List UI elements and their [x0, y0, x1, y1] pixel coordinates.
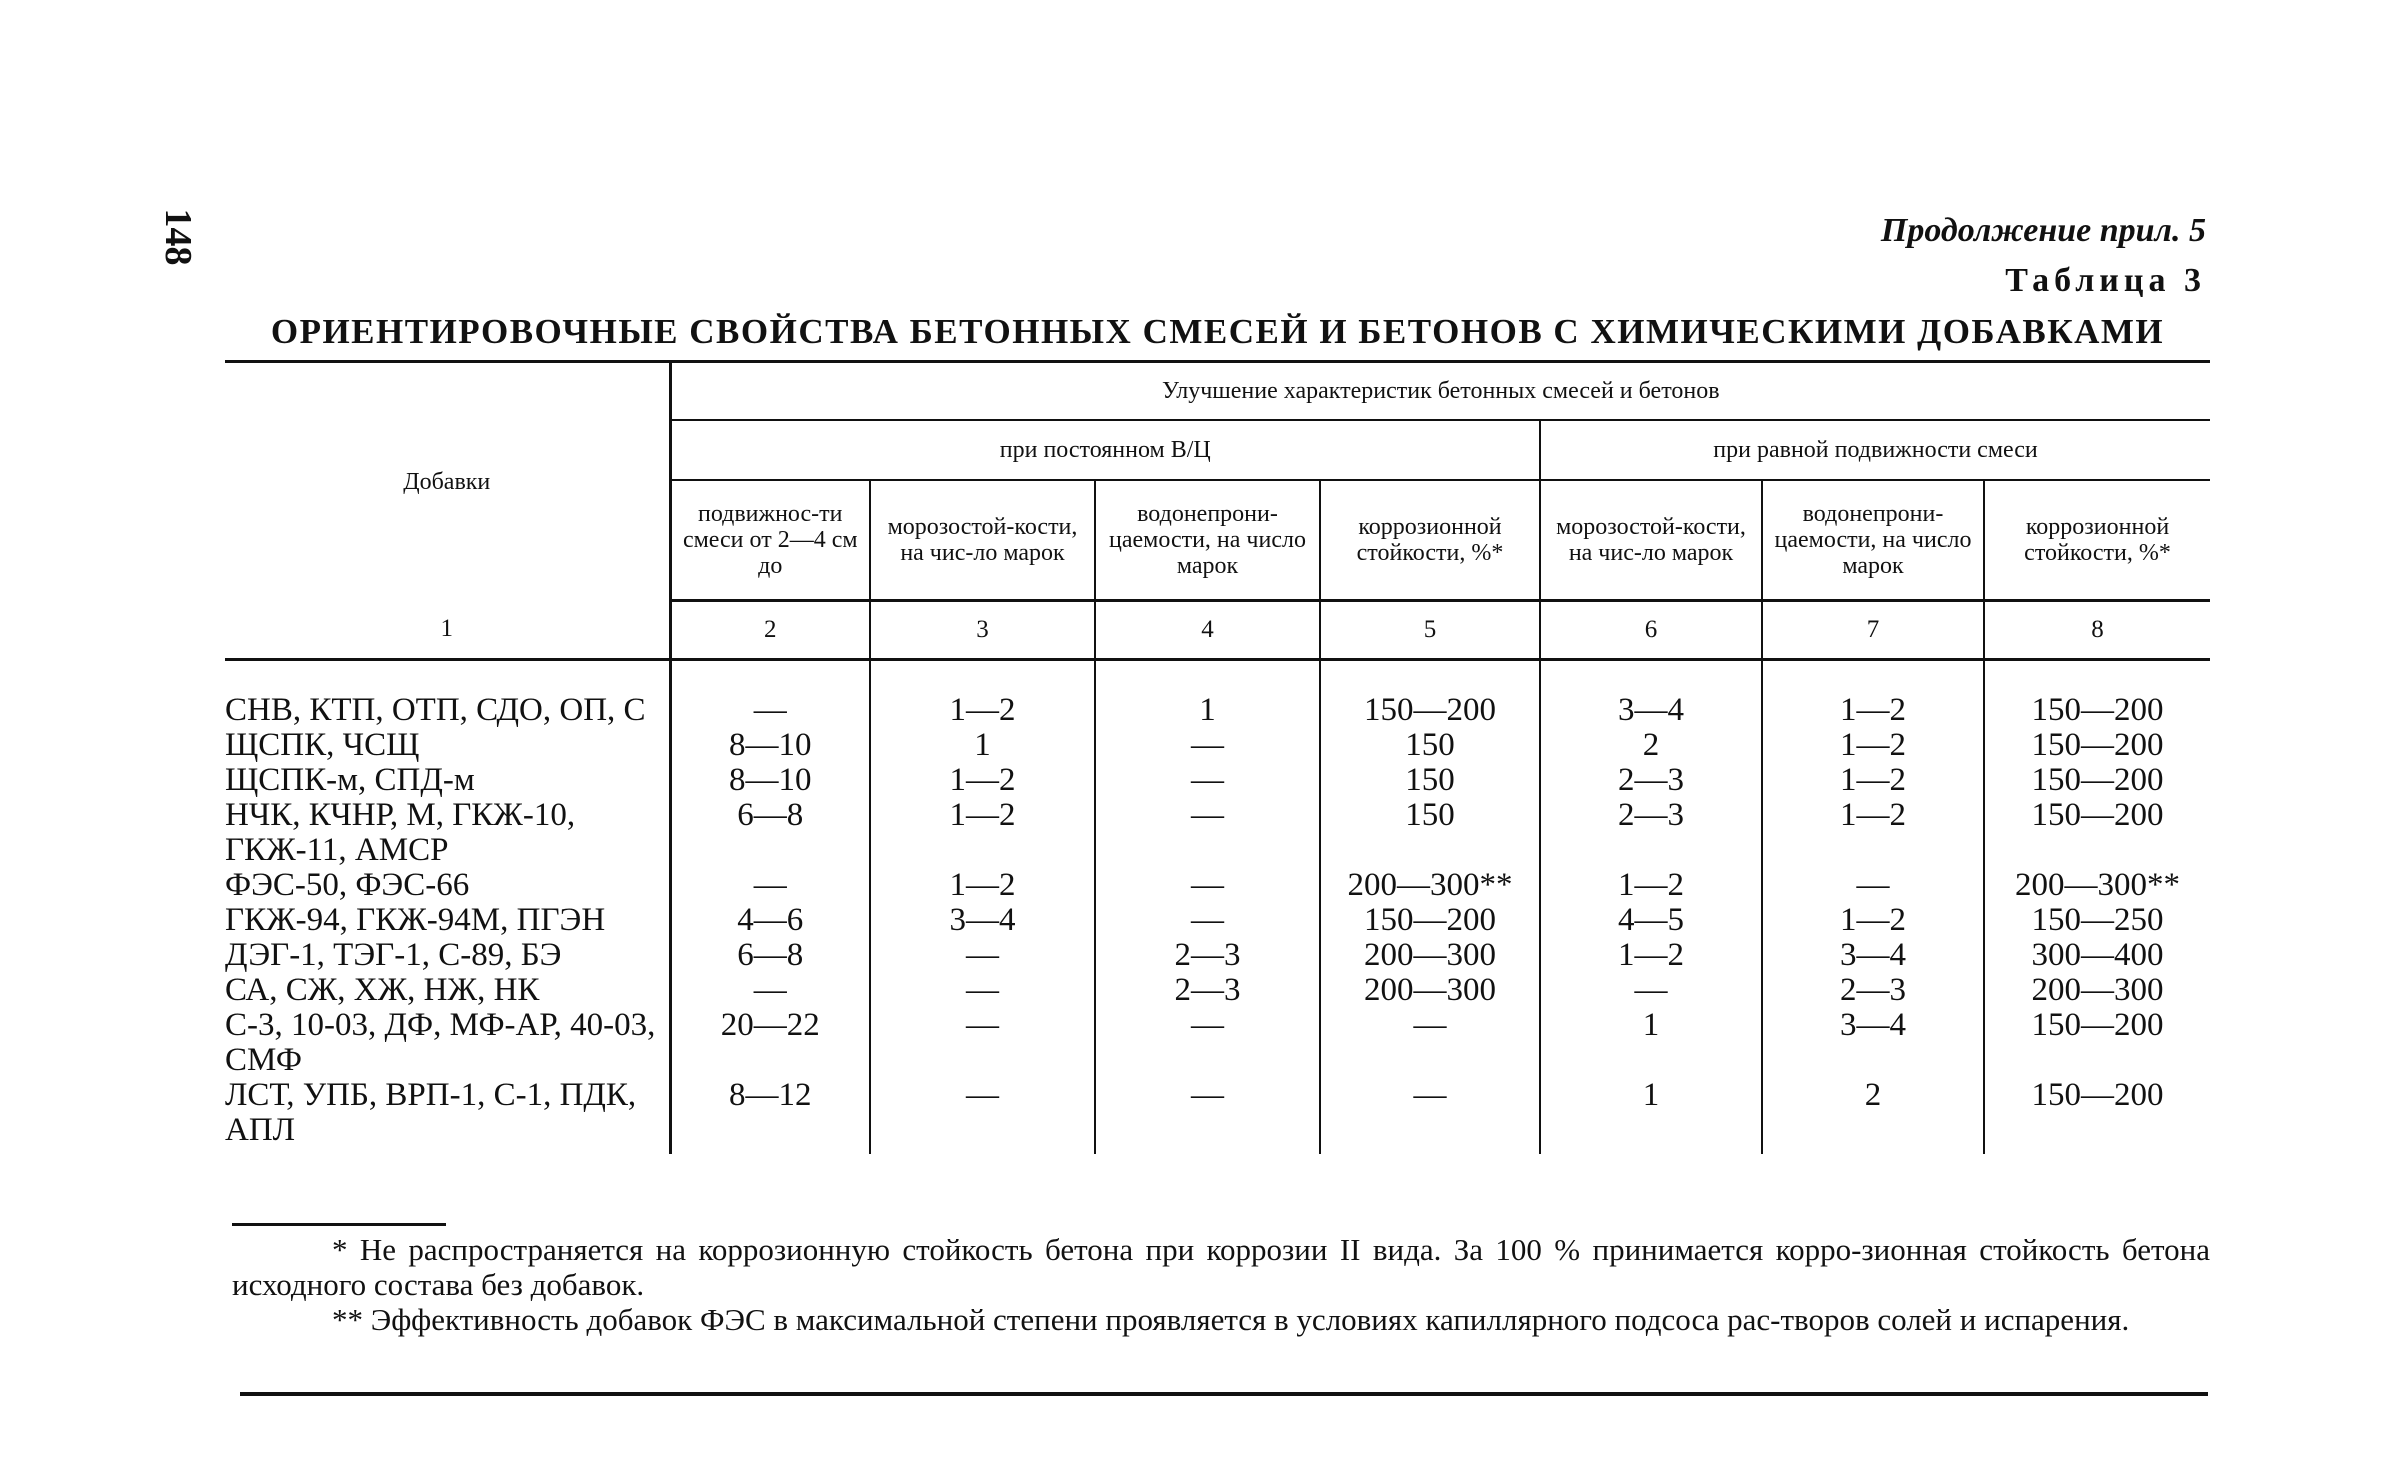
table-row	[225, 660, 2210, 729]
row-value-col-8: 150—200	[1984, 728, 2210, 763]
row-value-col-5: 200—300	[1320, 973, 1540, 1008]
header-col-5: коррозионной стойкости, %*	[1320, 480, 1540, 601]
footnotes	[232, 1232, 2210, 1337]
table-row	[225, 903, 2210, 938]
bottom-rule	[240, 1392, 2208, 1396]
table-row	[225, 868, 2210, 903]
row-value-col-2: 8—10	[670, 763, 870, 798]
row-value-col-7: 2—3	[1762, 973, 1984, 1008]
row-value-col-4: 1	[1095, 660, 1320, 729]
row-value-col-2: 8—10	[670, 728, 870, 763]
row-value-col-5: 150	[1320, 798, 1540, 868]
row-value-col-7: 2	[1762, 1078, 1984, 1154]
properties-table	[225, 360, 2210, 1154]
row-additives: ЛСТ, УПБ, ВРП-1, С-1, ПДК, АПЛ	[225, 1077, 637, 1148]
footnote-2: ** Эффективность добавок ФЭС в максимальной степени проявляется в условиях капиллярного подсоса рас-творов солей и испарения.	[332, 1302, 2130, 1337]
row-value-col-3: 1	[870, 728, 1095, 763]
row-additives: НЧК, КЧНР, М, ГКЖ-10, ГКЖ-11, АМСР	[225, 797, 576, 868]
row-value-col-2: —	[670, 973, 870, 1008]
col-number-4: 4	[1095, 601, 1320, 660]
continuation-label: Продолжение прил. 5	[1880, 212, 2206, 249]
header-additives: Добавки	[225, 362, 670, 601]
row-value-col-8: 150—200	[1984, 660, 2210, 729]
row-value-col-6: 1—2	[1540, 868, 1762, 903]
row-value-col-3: 1—2	[870, 868, 1095, 903]
row-additives: ДЭГ-1, ТЭГ-1, С-89, БЭ	[225, 937, 562, 973]
row-value-col-4: —	[1095, 903, 1320, 938]
row-value-col-5: 150	[1320, 728, 1540, 763]
header-col-3: морозостой-кости, на чис-ло марок	[870, 480, 1095, 601]
row-value-col-2: 6—8	[670, 798, 870, 868]
row-value-col-7: 1—2	[1762, 763, 1984, 798]
row-value-col-3: —	[870, 1078, 1095, 1154]
row-value-col-4: —	[1095, 798, 1320, 868]
row-value-col-5: —	[1320, 1008, 1540, 1078]
row-value-col-5: 200—300**	[1320, 868, 1540, 903]
row-value-col-5: 150—200	[1320, 903, 1540, 938]
row-value-col-3: 1—2	[870, 763, 1095, 798]
row-value-col-4: —	[1095, 763, 1320, 798]
row-value-col-2: 6—8	[670, 938, 870, 973]
row-value-col-2: —	[670, 868, 870, 903]
row-value-col-7: 3—4	[1762, 938, 1984, 973]
row-value-col-8: 200—300**	[1984, 868, 2210, 903]
row-value-col-5: 200—300	[1320, 938, 1540, 973]
row-value-col-8: 150—200	[1984, 763, 2210, 798]
row-value-col-3: —	[870, 973, 1095, 1008]
row-value-col-6: 2—3	[1540, 763, 1762, 798]
row-value-col-6: 1	[1540, 1078, 1762, 1154]
row-value-col-7: 1—2	[1762, 660, 1984, 729]
row-value-col-3: —	[870, 1008, 1095, 1078]
row-value-col-2: 20—22	[670, 1008, 870, 1078]
row-value-col-8: 200—300	[1984, 973, 2210, 1008]
table-label: Таблица 3	[2005, 262, 2206, 299]
col-number-5: 5	[1320, 601, 1540, 660]
table-row	[225, 938, 2210, 973]
col-number-2: 2	[670, 601, 870, 660]
header-group-constant-wc: при постоянном В/Ц	[670, 420, 1540, 480]
table-row	[225, 798, 2210, 868]
header-col-8: коррозионной стойкости, %*	[1984, 480, 2210, 601]
header-improvement: Улучшение характеристик бетонных смесей и бетонов	[670, 362, 2210, 421]
row-value-col-3: —	[870, 938, 1095, 973]
row-additives: СНВ, КТП, ОТП, СДО, ОП, С	[225, 692, 646, 728]
table-row	[225, 1008, 2210, 1078]
header-col-4: водонепрони-цаемости, на число марок	[1095, 480, 1320, 601]
footnote-1: * Не распространяется на коррозионную стойкость бетона при коррозии II вида. За 100 % принимается корро-зионная стойкость бетона исходного состава без добавок.	[232, 1232, 2210, 1302]
row-value-col-3: 1—2	[870, 660, 1095, 729]
row-value-col-3: 1—2	[870, 798, 1095, 868]
row-value-col-4: —	[1095, 728, 1320, 763]
row-value-col-7: —	[1762, 868, 1984, 903]
row-value-col-8: 150—200	[1984, 1078, 2210, 1154]
row-value-col-7: 1—2	[1762, 798, 1984, 868]
row-value-col-2: —	[670, 660, 870, 729]
row-value-col-2: 8—12	[670, 1078, 870, 1154]
col-number-1: 1	[225, 601, 670, 660]
row-value-col-4: 2—3	[1095, 938, 1320, 973]
row-additives: ФЭС-50, ФЭС-66	[225, 867, 470, 903]
row-value-col-5: —	[1320, 1078, 1540, 1154]
row-value-col-4: 2—3	[1095, 973, 1320, 1008]
row-value-col-2: 4—6	[670, 903, 870, 938]
row-value-col-5: 150—200	[1320, 660, 1540, 729]
table-body	[225, 660, 2210, 1155]
table-row	[225, 973, 2210, 1008]
row-value-col-8: 150—200	[1984, 798, 2210, 868]
row-additives: СА, СЖ, ХЖ, НЖ, НК	[225, 972, 540, 1008]
header-group-equal-mobility: при равной подвижности смеси	[1540, 420, 2210, 480]
col-number-7: 7	[1762, 601, 1984, 660]
row-value-col-6: 2	[1540, 728, 1762, 763]
header-col-7: водонепрони-цаемости, на число марок	[1762, 480, 1984, 601]
row-value-col-4: —	[1095, 1078, 1320, 1154]
table-title: ОРИЕНТИРОВОЧНЫЕ СВОЙСТВА БЕТОННЫХ СМЕСЕЙ И БЕТОНОВ С ХИМИЧЕСКИМИ ДОБАВКАМИ	[270, 312, 2165, 351]
row-value-col-8: 300—400	[1984, 938, 2210, 973]
header-col-2: подвижнос-ти смеси от 2—4 см до	[670, 480, 870, 601]
row-value-col-6: —	[1540, 973, 1762, 1008]
col-number-6: 6	[1540, 601, 1762, 660]
row-additives: С-3, 10-03, ДФ, МФ-АР, 40-03, СМФ	[225, 1007, 656, 1078]
page-number: 148	[157, 208, 199, 266]
row-value-col-6: 4—5	[1540, 903, 1762, 938]
row-additives: ГКЖ-94, ГКЖ-94М, ПГЭН	[225, 902, 606, 938]
row-value-col-7: 3—4	[1762, 1008, 1984, 1078]
row-value-col-5: 150	[1320, 763, 1540, 798]
row-value-col-4: —	[1095, 1008, 1320, 1078]
row-value-col-7: 1—2	[1762, 728, 1984, 763]
row-value-col-3: 3—4	[870, 903, 1095, 938]
row-value-col-8: 150—250	[1984, 903, 2210, 938]
row-value-col-7: 1—2	[1762, 903, 1984, 938]
table-row	[225, 728, 2210, 763]
row-value-col-6: 1	[1540, 1008, 1762, 1078]
row-value-col-6: 2—3	[1540, 798, 1762, 868]
row-additives: ЩСПК-м, СПД-м	[225, 762, 475, 798]
col-number-3: 3	[870, 601, 1095, 660]
header-col-6: морозостой-кости, на чис-ло марок	[1540, 480, 1762, 601]
table-row	[225, 1078, 2210, 1154]
row-value-col-6: 1—2	[1540, 938, 1762, 973]
col-number-8: 8	[1984, 601, 2210, 660]
row-value-col-4: —	[1095, 868, 1320, 903]
row-value-col-8: 150—200	[1984, 1008, 2210, 1078]
row-value-col-6: 3—4	[1540, 660, 1762, 729]
footnote-separator	[232, 1223, 446, 1226]
table-row	[225, 763, 2210, 798]
row-additives: ЩСПК, ЧСЩ	[225, 727, 420, 763]
